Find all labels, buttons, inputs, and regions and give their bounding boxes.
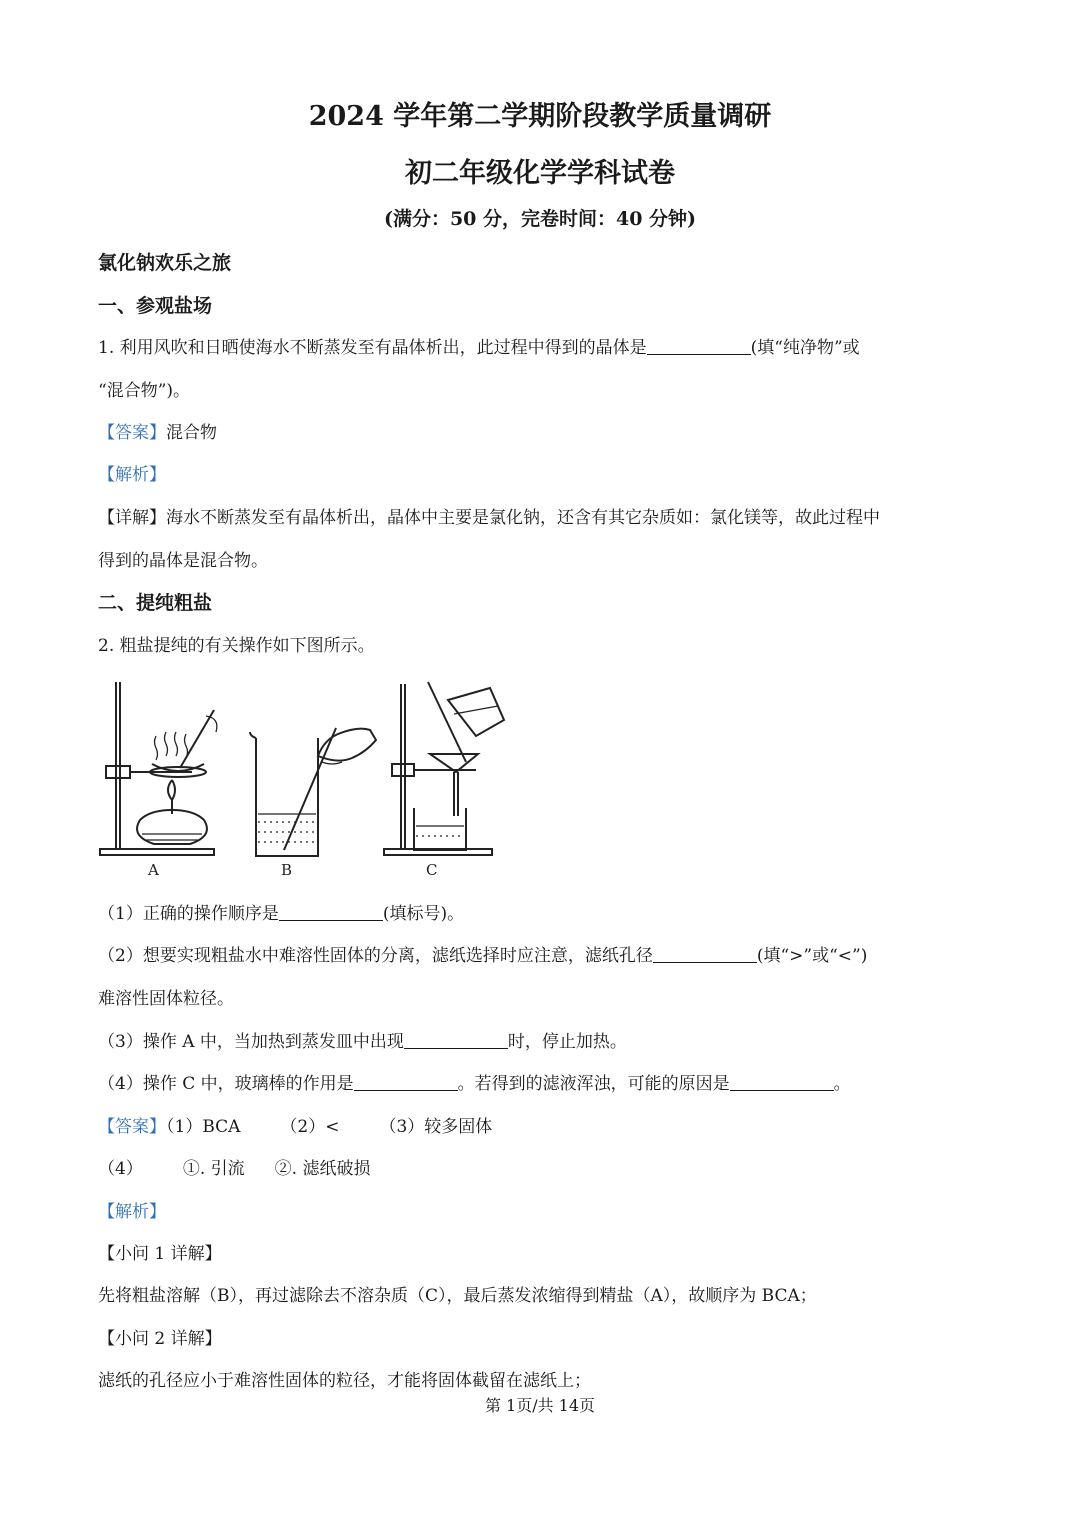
sub-detail-2-text: 滤纸的孔径应小于难溶性固体的粒径，才能将固体截留在滤纸上； [98,1371,591,1391]
filtration-apparatus [384,682,504,879]
answer-blank [653,945,757,963]
answer-2: 【答案】（1）BCA （2）< （3）较多固体 [98,1117,493,1137]
answer-tag: 【答案】 [98,1117,166,1137]
sub-question-1: （1）正确的操作顺序是 (填标号)。 [98,904,465,924]
question-2-text: 2. 粗盐提纯的有关操作如下图所示。 [98,636,375,656]
sub-question-2-line2: 难溶性固体粒径。 [98,989,234,1009]
sub-question-4: （4）操作 C 中，玻璃棒的作用是 。若得到的滤液浑浊，可能的原因是 。 [98,1074,851,1094]
exam-info: (满分：50 分，完卷时间：40 分钟) [383,208,697,230]
question-1-line1: 1. 利用风吹和日晒使海水不断蒸发至有晶体析出，此过程中得到的晶体是 (填“纯净物”或 [98,338,860,358]
sub-detail-1-text: 先将粗盐溶解（B），再过滤除去不溶杂质（C），最后蒸发浓缩得到精盐（A），故顺序为 BCA； [98,1286,817,1306]
exam-subtitle: 初二年级化学学科试卷 [405,158,675,189]
detail-1-line2: 得到的晶体是混合物。 [98,551,268,571]
evaporation-apparatus [100,682,217,879]
answer-2-part4: （4） ①. 引流 ②. 滤纸破损 [98,1159,371,1179]
sub-question-3: （3）操作 A 中，当加热到蒸发皿中出现 时，停止加热。 [98,1032,627,1052]
figure-label-a: A [148,861,159,879]
answer-blank [647,337,751,355]
answer-blank [279,903,383,921]
section1-heading: 一、参观盐场 [98,295,213,317]
analysis-tag-1: 【解析】 [98,465,166,485]
theme-heading: 氯化钠欢乐之旅 [98,252,232,274]
dissolving-apparatus [250,728,376,879]
detail-1-line1: 【详解】海水不断蒸发至有晶体析出，晶体中主要是氯化钠，还含有其它杂质如：氯化镁等，故此过程中 [98,508,880,528]
figure-label-c: C [426,861,438,879]
sub-detail-1-tag: 【小问 1 详解】 [98,1244,222,1264]
answer-tag: 【答案】 [98,423,166,443]
apparatus-figure [96,676,516,882]
page-footer: 第 1页/共 14页 [484,1396,596,1415]
section2-heading: 二、提纯粗盐 [98,592,213,614]
answer-blank [730,1073,834,1091]
answer-blank [404,1031,508,1049]
sub-question-2-line1: （2）想要实现粗盐水中难溶性固体的分离，滤纸选择时应注意，滤纸孔径 (填“>”或“<”) [98,946,868,966]
sub-detail-2-tag: 【小问 2 详解】 [98,1329,222,1349]
analysis-tag-2: 【解析】 [98,1202,166,1222]
answer-1: 【答案】混合物 [98,423,217,443]
question-1-line2: “混合物”)。 [98,381,191,401]
figure-label-b: B [281,861,293,879]
exam-title: 2024 学年第二学期阶段教学质量调研 [308,101,772,132]
answer-blank [354,1073,458,1091]
